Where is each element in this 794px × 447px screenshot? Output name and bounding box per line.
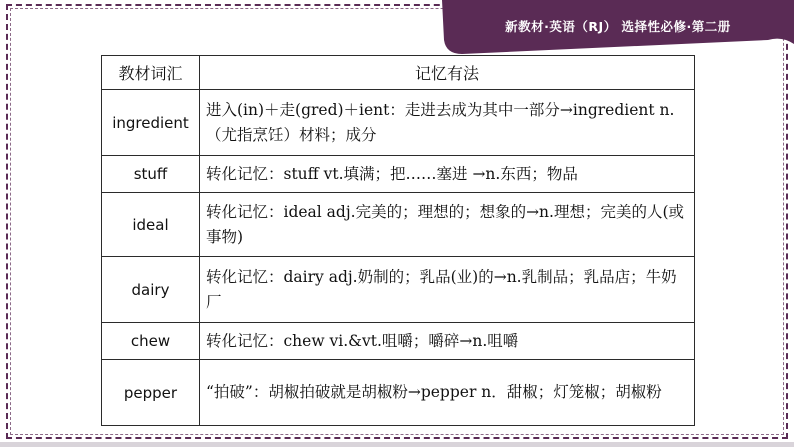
method-cell: 转化记忆：ideal adj.完美的；理想的；想象的→n.理想；完美的人(或事物) bbox=[200, 193, 695, 257]
word-cell: ingredient bbox=[102, 90, 200, 156]
table-row bbox=[102, 323, 695, 360]
bottom-bar bbox=[0, 442, 794, 447]
vocabulary-table bbox=[101, 55, 695, 426]
table-row bbox=[102, 90, 695, 156]
table-row bbox=[102, 257, 695, 323]
method-cell: “拍破”：胡椒拍破就是胡椒粉→pepper n．甜椒；灯笼椒；胡椒粉 bbox=[200, 360, 695, 426]
method-cell: 转化记忆：chew vi.&vt.咀嚼；嚼碎→n.咀嚼 bbox=[200, 323, 695, 360]
table-row bbox=[102, 193, 695, 257]
method-cell: 转化记忆：dairy adj.奶制的；乳品(业)的→n.乳制品；乳品店；牛奶厂 bbox=[200, 257, 695, 323]
column-header-word: 教材词汇 bbox=[102, 56, 200, 90]
column-header-method: 记忆有法 bbox=[200, 56, 695, 90]
word-cell: stuff bbox=[102, 156, 200, 193]
word-cell: dairy bbox=[102, 257, 200, 323]
table-row bbox=[102, 360, 695, 426]
word-cell: pepper bbox=[102, 360, 200, 426]
method-cell: 进入(in)＋走(gred)＋ient：走进去成为其中一部分→ingredient n.（尤指烹饪）材料；成分 bbox=[200, 90, 695, 156]
header-title: 新教材·英语（RJ） 选择性必修·第二册 bbox=[505, 19, 731, 34]
method-cell: 转化记忆：stuff vt.填满；把……塞进 →n.东西；物品 bbox=[200, 156, 695, 193]
word-cell: chew bbox=[102, 323, 200, 360]
word-cell: ideal bbox=[102, 193, 200, 257]
table-header-row bbox=[102, 56, 695, 90]
header-banner bbox=[442, 0, 794, 56]
table-row bbox=[102, 156, 695, 193]
